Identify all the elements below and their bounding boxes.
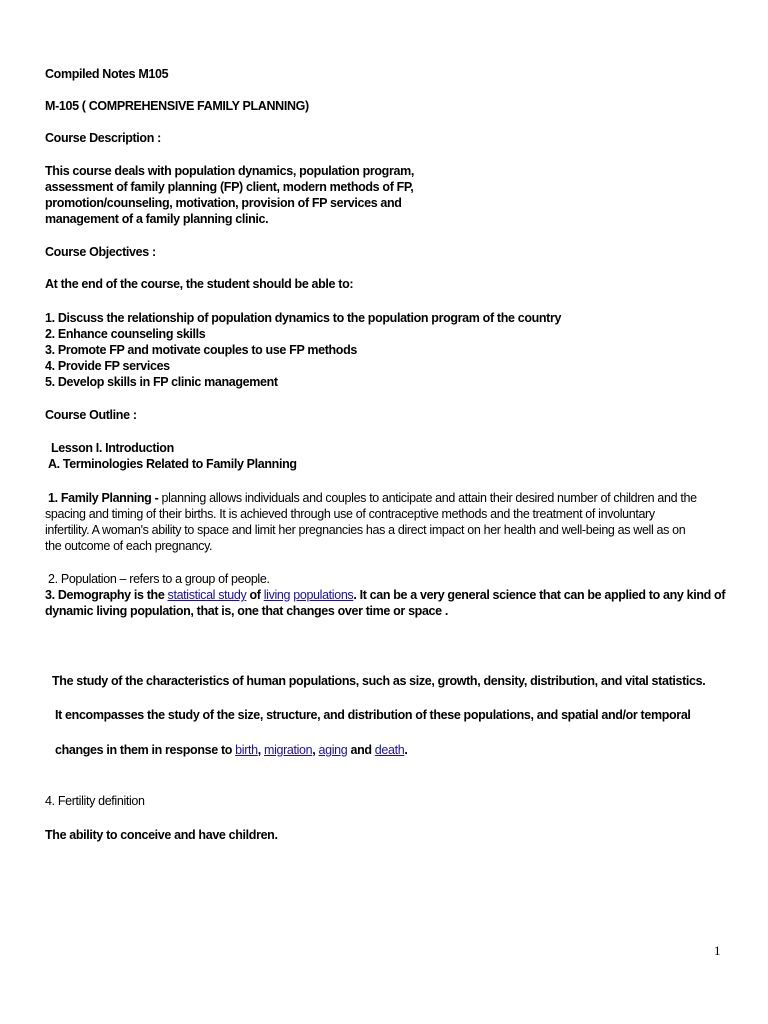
populations-link[interactable]: populations: [293, 588, 354, 602]
birth-link[interactable]: birth: [235, 743, 258, 757]
page-number: 1: [714, 943, 721, 958]
outline-heading: Course Outline :: [45, 408, 137, 422]
family-planning-term: 1. Family Planning -: [48, 491, 162, 505]
aging-link[interactable]: aging: [318, 743, 348, 757]
objectives-intro: At the end of the course, the student should be able to:: [45, 277, 354, 291]
objective-2: 2. Enhance counseling skills: [45, 327, 206, 341]
demography-line-1: [45, 587, 725, 603]
encompasses-line: It encompasses the study of the size, structure, and distribution of these populations, and spatial and/or temporal: [55, 708, 691, 722]
family-planning-definition: planning allows individuals and couples to anticipate and attain their desired number of children and the: [161, 491, 697, 505]
fertility-definition: The ability to conceive and have children.: [45, 828, 278, 842]
changes-and: and: [347, 743, 375, 757]
objective-3: 3. Promote FP and motivate couples to use FP methods: [45, 343, 357, 357]
family-planning-line-2: spacing and timing of their births. It is achieved through use of contraceptive methods and the treatment of involuntary: [45, 507, 655, 521]
description-line-3: promotion/counseling, motivation, provision of FP services and: [45, 196, 402, 210]
changes-prefix: changes in them in response to: [55, 743, 236, 757]
family-planning-line-1: [48, 490, 697, 506]
changes-line: changes in them in response to birth, migration, aging and death.: [55, 743, 408, 757]
fertility-heading: 4. Fertility definition: [45, 794, 145, 808]
demography-of: of: [246, 588, 264, 602]
doc-title: Compiled Notes M105: [45, 67, 169, 81]
description-line-1: This course deals with population dynamics, population program,: [45, 164, 414, 178]
section-a-heading: A. Terminologies Related to Family Planning: [48, 457, 297, 471]
population-definition: 2. Population – refers to a group of people.: [48, 572, 270, 586]
statistical-study-link[interactable]: statistical study: [167, 588, 247, 602]
demography-rest: . It can be a very general science that can be applied to any kind of: [353, 588, 726, 602]
objective-1: 1. Discuss the relationship of population dynamics to the population program of the country: [45, 311, 562, 325]
demography-line-2: dynamic living population, that is, one that changes over time or space .: [45, 604, 449, 618]
migration-link[interactable]: migration: [264, 743, 313, 757]
study-line: The study of the characteristics of human populations, such as size, growth, density, distribution, and vital statistics.: [52, 674, 706, 688]
doc-subtitle: M-105 ( COMPREHENSIVE FAMILY PLANNING): [45, 99, 309, 113]
description-line-4: management of a family planning clinic.: [45, 212, 269, 226]
family-planning-line-3: infertility. A woman's ability to space and limit her pregnancies has a direct impact on her health and well-being as well as on: [45, 523, 686, 537]
objectives-heading: Course Objectives :: [45, 245, 156, 259]
description-line-2: assessment of family planning (FP) client, modern methods of FP,: [45, 180, 414, 194]
objective-5: 5. Develop skills in FP clinic management: [45, 375, 278, 389]
living-link[interactable]: living: [263, 588, 291, 602]
lesson-heading: Lesson I. Introduction: [51, 441, 174, 455]
family-planning-line-4: the outcome of each pregnancy.: [45, 539, 213, 553]
demography-term: 3. Demography is the: [45, 588, 168, 602]
objective-4: 4. Provide FP services: [45, 359, 170, 373]
description-heading: Course Description :: [45, 131, 161, 145]
death-link[interactable]: death: [374, 743, 405, 757]
